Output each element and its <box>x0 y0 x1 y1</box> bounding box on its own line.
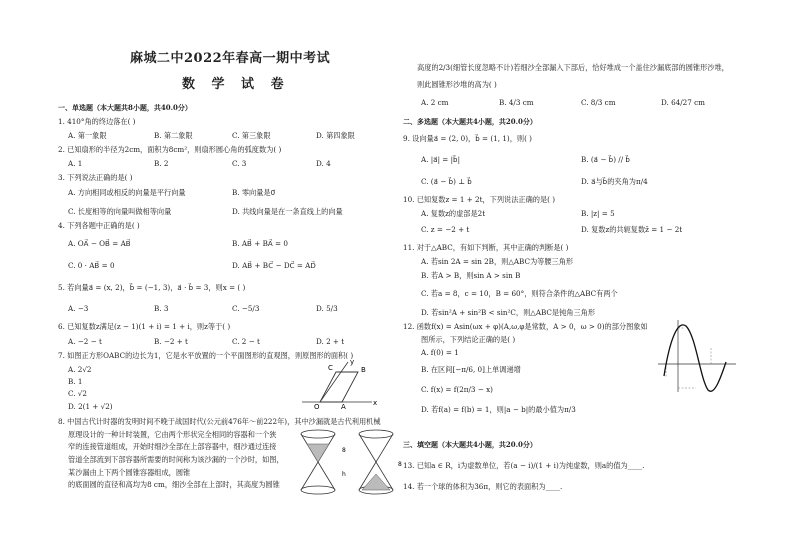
q8-line-5: 某沙漏由上下两个圆锥容器组成，圆锥 <box>68 468 191 477</box>
q8-cont-line-1: 高度的2/3(细管长度忽略不计)若细沙全部漏入下部后，恰好堆成一个盖住沙漏底部的圆锥形沙堆， <box>417 63 729 72</box>
q12-stem-line-1: 12. 函数f(x) = Asin(ωx + φ)(A,ω,φ是常数，A > 0，ω > 0)的部分图象如 <box>403 322 648 331</box>
q8-line-4: 管道全部流到下部容器所需要的时间称为该沙漏的一个沙时，如图， <box>68 455 284 464</box>
q9-option-d: D. a⃗与b⃗的夹角为π/4 <box>581 177 648 186</box>
q2-option-a: A. 1 <box>68 159 83 168</box>
q12-sine-graph <box>656 318 740 394</box>
q14-stem: 14. 若一个球的体积为36π，则它的表面积为____. <box>403 482 563 491</box>
q5-option-c: C. −5/3 <box>232 304 260 313</box>
q5-option-b: B. 3 <box>154 304 169 313</box>
q8-cont-line-2: 则此圆锥形沙堆的高为( ) <box>417 80 497 89</box>
q7-figure <box>298 358 378 411</box>
q8-option-d: D. 64/27 cm <box>661 98 705 107</box>
q7-option-a: A. 2√2 <box>68 365 92 374</box>
q4-option-a: A. OA⃗ − OB⃗ = AB⃗ <box>68 239 131 248</box>
q7-label-o: O <box>314 403 320 411</box>
q9-option-a: A. |a⃗| = |b⃗| <box>421 155 461 164</box>
q8-line-2: 原理设计的一种计时装置，它由两个形状完全相同的容器和一个狭 <box>68 430 277 439</box>
q8-hourglass-figure <box>298 426 410 500</box>
q7-label-a: A <box>341 403 346 411</box>
q1-option-c: C. 第三象限 <box>232 131 271 140</box>
q7-label-y: y <box>350 358 355 366</box>
q2-stem: 2. 已知扇形的半径为2cm，面积为8cm²，则扇形圆心角的弧度数为( ) <box>58 145 282 154</box>
q12-option-c: C. f(x) = f(2π/3 − x) <box>421 385 493 394</box>
q3-stem: 3. 下列说法正确的是( ) <box>58 173 133 182</box>
hourglass-right <box>359 430 393 494</box>
q12-curve <box>664 325 726 391</box>
q7-option-b: B. 1 <box>68 377 83 386</box>
q2-option-d: D. 4 <box>316 159 331 168</box>
q6-option-d: D. 2 + t <box>316 337 345 346</box>
section-multi-choice: 二、多选题（本大题共4小题，共20.0分） <box>403 117 537 126</box>
q7-y-axis <box>320 362 348 402</box>
q7-stem: 7. 如图正方形OABC的边长为1，它是水平放置的一个平面图形的直观图，则原图形的面积( ) <box>58 351 354 360</box>
q8-label-h: h <box>342 471 346 478</box>
q6-option-c: C. 2 − t <box>232 337 260 346</box>
q11-option-c: C. 若a = 8，c = 10，B = 60°，则符合条件的△ABC有两个 <box>421 289 618 298</box>
q1-option-b: B. 第二象限 <box>154 131 193 140</box>
q1-stem: 1. 410°角的终边落在( ) <box>58 117 136 126</box>
q7-parallelogram <box>320 372 358 402</box>
q12-option-b: B. 在区间[−π/6, 0]上单调递增 <box>421 365 521 374</box>
q12-option-a: A. f(0) = 1 <box>421 348 459 357</box>
q2-option-b: B. 2 <box>154 159 169 168</box>
q7-option-c: C. √2 <box>68 389 87 398</box>
q9-option-c: C. (a⃗ − b⃗) ⊥ b⃗ <box>421 177 472 186</box>
q3-option-c: C. 长度相等的向量叫做相等向量 <box>68 207 172 216</box>
q10-option-a: A. 复数z的虚部是2t <box>421 209 486 218</box>
q12-option-d: D. 若f(a) = f(b) = 1，则|a − b|的最小值为π/3 <box>421 405 576 414</box>
q8-option-a: A. 2 cm <box>421 98 449 107</box>
q1-option-a: A. 第一象限 <box>68 131 107 140</box>
q4-option-b: B. AB⃗ + BA⃗ = 0 <box>232 239 288 248</box>
q3-option-b: B. 零向量是0⃗ <box>232 188 276 197</box>
q10-option-d: D. 复数z的共轭复数z̄ = 1 − 2t <box>581 225 683 234</box>
q8-line-3: 窄的连接管道组成，开始时细沙全部在上部容器中，细沙通过连接 <box>68 442 277 451</box>
q7-label-b: B <box>361 366 366 374</box>
section-fill-in: 三、填空题（本大题共4小题，共20.0分） <box>403 440 537 449</box>
q8-line-6: 的底面圆的直径和高均为8 cm，细沙全部在上部时，其高度为圆锥 <box>68 480 280 489</box>
q11-option-b: B. 若A > B，则sin A > sin B <box>421 271 521 280</box>
q11-option-a: A. 若sin 2A = sin 2B，则△ABC为等腰三角形 <box>421 257 574 266</box>
q7-label-x: x <box>373 399 378 407</box>
q11-option-d: D. 若sin²A + sin²B < sin²C，则△ABC是钝角三角形 <box>421 308 596 317</box>
q9-option-b: B. (a⃗ − b⃗) // b⃗ <box>581 155 630 164</box>
q3-option-d: D. 共线向量是在一条直线上的向量 <box>232 207 343 216</box>
q4-option-d: D. AB⃗ + BC⃗ − DC⃗ = AD⃗ <box>232 261 316 270</box>
section-single-choice: 一、单选题（本大题共8小题，共40.0分） <box>58 103 192 112</box>
q9-stem: 9. 设向量a⃗ = (2, 0)，b⃗ = (1, 1)，则( ) <box>403 134 532 143</box>
q10-option-b: B. |z| = 5 <box>581 209 615 218</box>
q4-option-c: C. 0 · AB⃗ = 0 <box>68 261 115 270</box>
q6-option-a: A. −2 − t <box>68 337 102 346</box>
hourglass-left <box>301 430 335 494</box>
q8-line-1: 8. 中国古代计时器的发明时间不晚于战国时代(公元前476年～前222年)，其中沙漏就是古代利用机械 <box>58 417 381 426</box>
exam-subtitle: 数 学 试 卷 <box>182 77 290 92</box>
q4-stem: 4. 下列各题中正确的是( ) <box>58 221 140 230</box>
q2-option-c: C. 3 <box>232 159 247 168</box>
q10-option-c: C. z = −2 + t <box>421 225 470 234</box>
q1-option-d: D. 第四象限 <box>316 131 355 140</box>
q8-label-8-top: 8 <box>342 447 346 454</box>
q3-option-a: A. 方向相同或相反的向量是平行向量 <box>68 188 186 197</box>
q8-option-c: C. 8/3 cm <box>581 98 616 107</box>
q13-stem: 13. 已知a ∈ R，i为虚数单位，若(a − i)/(1 + i)为纯虚数，则a的值为____. <box>403 461 645 470</box>
q7-option-d: D. 2(1 + √2) <box>68 402 113 411</box>
q8-option-b: B. 4/3 cm <box>499 98 534 107</box>
q11-stem: 11. 对于△ABC，有如下判断，其中正确的判断是( ) <box>403 243 569 252</box>
q8-label-8-side: 8 <box>398 461 402 468</box>
q6-stem: 6. 已知复数z满足(z − 1)(1 + i) = 1 + i，则z等于( ) <box>58 322 231 331</box>
q10-stem: 10. 已知复数z = 1 + 2t，下列说法正确的是( ) <box>403 195 556 204</box>
q5-option-d: D. 5/3 <box>316 304 338 313</box>
q6-option-b: B. −2 + t <box>154 337 188 346</box>
exam-title: 麻城二中2022年春高一期中考试 <box>130 51 331 66</box>
q5-stem: 5. 若向量a⃗ = (x, 2)，b⃗ = (−1, 3)，a⃗ · b⃗ = 3，则x = ( ) <box>58 283 246 292</box>
q5-option-a: A. −3 <box>68 304 89 313</box>
q7-label-c: C <box>328 364 333 372</box>
q12-stem-line-2: 图所示，下列结论正确的是( ) <box>421 335 516 344</box>
